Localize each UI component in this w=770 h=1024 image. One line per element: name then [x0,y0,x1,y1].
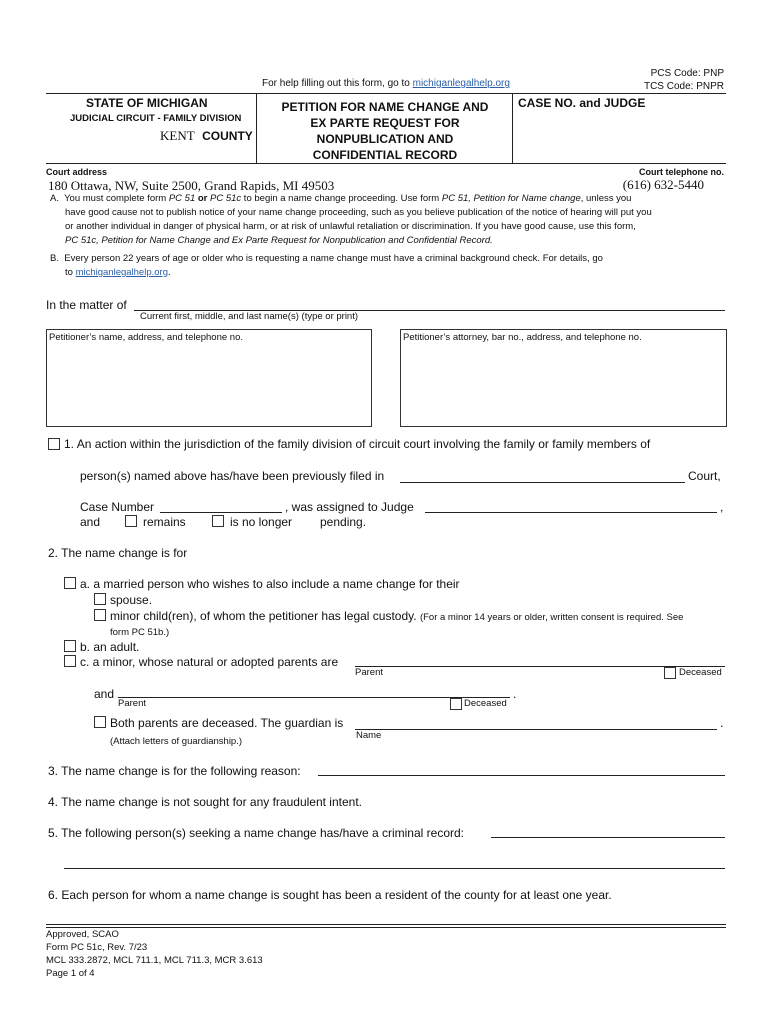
no-longer-checkbox[interactable] [212,515,224,527]
parent1-deceased-label: Deceased [679,667,722,678]
parent2-deceased-label: Deceased [464,698,507,709]
parent2-deceased-checkbox[interactable] [450,698,462,710]
parent2-label: Parent [118,698,146,709]
footer-rule-1 [46,924,726,925]
prior-case-number-input[interactable] [160,512,282,513]
item4: 4. The name change is not sought for any fraudulent intent. [48,795,362,809]
item2-c: c. a minor, whose natural or adopted parents are [80,655,339,669]
item3: 3. The name change is for the following reason: [48,764,301,778]
court-phone-value[interactable]: (616) 632-5440 [622,177,704,192]
spouse-checkbox[interactable] [94,593,106,605]
no-longer-label: is no longer [230,515,293,529]
item2-heading: 2. The name change is for [48,546,188,560]
form-title: PETITION FOR NAME CHANGE AND EX PARTE REQUEST FOR NONPUBLICATION AND CONFIDENTIAL RECORD [281,100,489,162]
help-link[interactable]: michiganlegalhelp.org [412,78,510,89]
matter-sublabel: Current first, middle, and last name(s) (type or print) [139,311,359,322]
item1-and: and [80,515,101,529]
item1-line2: person(s) named above has/have been previously filed in [80,469,385,483]
spouse-label: spouse. [110,593,153,607]
attach-guardianship: (Attach letters of guardianship.) [110,736,243,747]
both-deceased-checkbox[interactable] [94,716,106,728]
instruction-a: A. You must complete form PC 51 or PC 51c to begin a name change proceeding. Use form PC 51, Petition for Name change, unless you have good cause not to publish notice of your name change proceeding, such as you believe publication of the notice of hearing will put you or another individual in danger of physical harm, or at risk of unlawful retaliation or discrimination. If you have good cause, use this form, PC 51c, Petition for Name Change and Ex Parte Request for Nonpublication and Confidential Record. [50,193,652,246]
court-phone-label: Court telephone no. [639,167,724,177]
instruction-b-link[interactable]: michiganlegalhelp.org [75,267,168,278]
county-line [160,127,253,145]
adult-checkbox[interactable] [64,640,76,652]
both-deceased-label: Both parents are deceased. The guardian is [110,716,344,730]
remains-checkbox[interactable] [125,515,137,527]
item2-a: a. a married person who wishes to also include a name change for their [80,577,460,591]
criminal-record-input-2[interactable] [64,868,725,869]
item2-and: and [94,687,115,701]
state-name: STATE OF MICHIGAN [86,96,208,110]
pcs-code: PCS Code: PNP [650,68,724,79]
case-number-label-1: Case Number [80,500,155,514]
remains-label: remains [143,515,186,529]
minor-children-label: minor child(ren), of whom the petitioner has legal custody. (For a minor 14 years or older, written consent is required. See [110,609,684,623]
assigned-judge-label: , was assigned to Judge [285,500,414,514]
court-name: JUDICIAL CIRCUIT - FAMILY DIVISION [70,113,242,124]
caption-divider-2 [512,93,513,163]
help-text: For help filling out this form, go to michiganlegalhelp.org [262,78,510,89]
minor-children-checkbox[interactable] [94,609,106,621]
attorney-box[interactable]: Petitioner’s attorney, bar no., address, and telephone no. [400,329,727,427]
caption-divider-1 [256,93,257,163]
minor-checkbox[interactable] [64,655,76,667]
parent1-label: Parent [355,667,383,678]
item2-b: b. an adult. [80,640,140,654]
county-value[interactable]: KENT [160,128,195,143]
item5: 5. The following person(s) seeking a name change has/have a criminal record: [48,826,465,840]
pending-label: pending. [320,515,367,529]
matter-label: In the matter of [46,298,127,312]
criminal-record-input-1[interactable] [491,837,725,838]
caption-bottom-border [46,163,726,164]
guardian-name-label: Name [356,730,382,741]
prior-court-input[interactable] [400,482,685,483]
caption-top-border [46,93,726,94]
court-address-value[interactable]: 180 Ottawa, NW, Suite 2500, Grand Rapids, MI 49503 [48,178,335,193]
tcs-code: TCS Code: PNPR [643,81,724,92]
parent1-deceased-checkbox[interactable] [664,667,676,679]
item1-court-word: Court, [688,469,721,483]
prior-judge-input[interactable] [425,512,717,513]
minor-note-2: form PC 51b.) [110,627,170,638]
item1-line1: 1. An action within the jurisdiction of the family division of circuit court involving the family or family members of [64,437,651,451]
case-number-label: CASE NO. and JUDGE [518,96,646,110]
item1-checkbox[interactable] [48,438,60,450]
item6: 6. Each person for whom a name change is sought has been a resident of the county for at least one year. [48,888,612,902]
footer-info: Approved, SCAO Form PC 51c, Rev. 7/23 MCL 333.2872, MCL 711.1, MCL 711.3, MCR 3.613 Page 1 of 4 [46,929,263,979]
petitioner-box[interactable]: Petitioner’s name, address, and telephone no. [46,329,372,427]
instruction-b: B. Every person 22 years of age or older who is requesting a name change must have a criminal background check. For details, go to michiganlegalhelp.org. [50,253,603,278]
married-person-checkbox[interactable] [64,577,76,589]
county-label: COUNTY [202,129,253,143]
reason-input[interactable] [318,775,725,776]
court-address-label: Court address [46,167,108,177]
guardian-input[interactable] [355,729,717,730]
